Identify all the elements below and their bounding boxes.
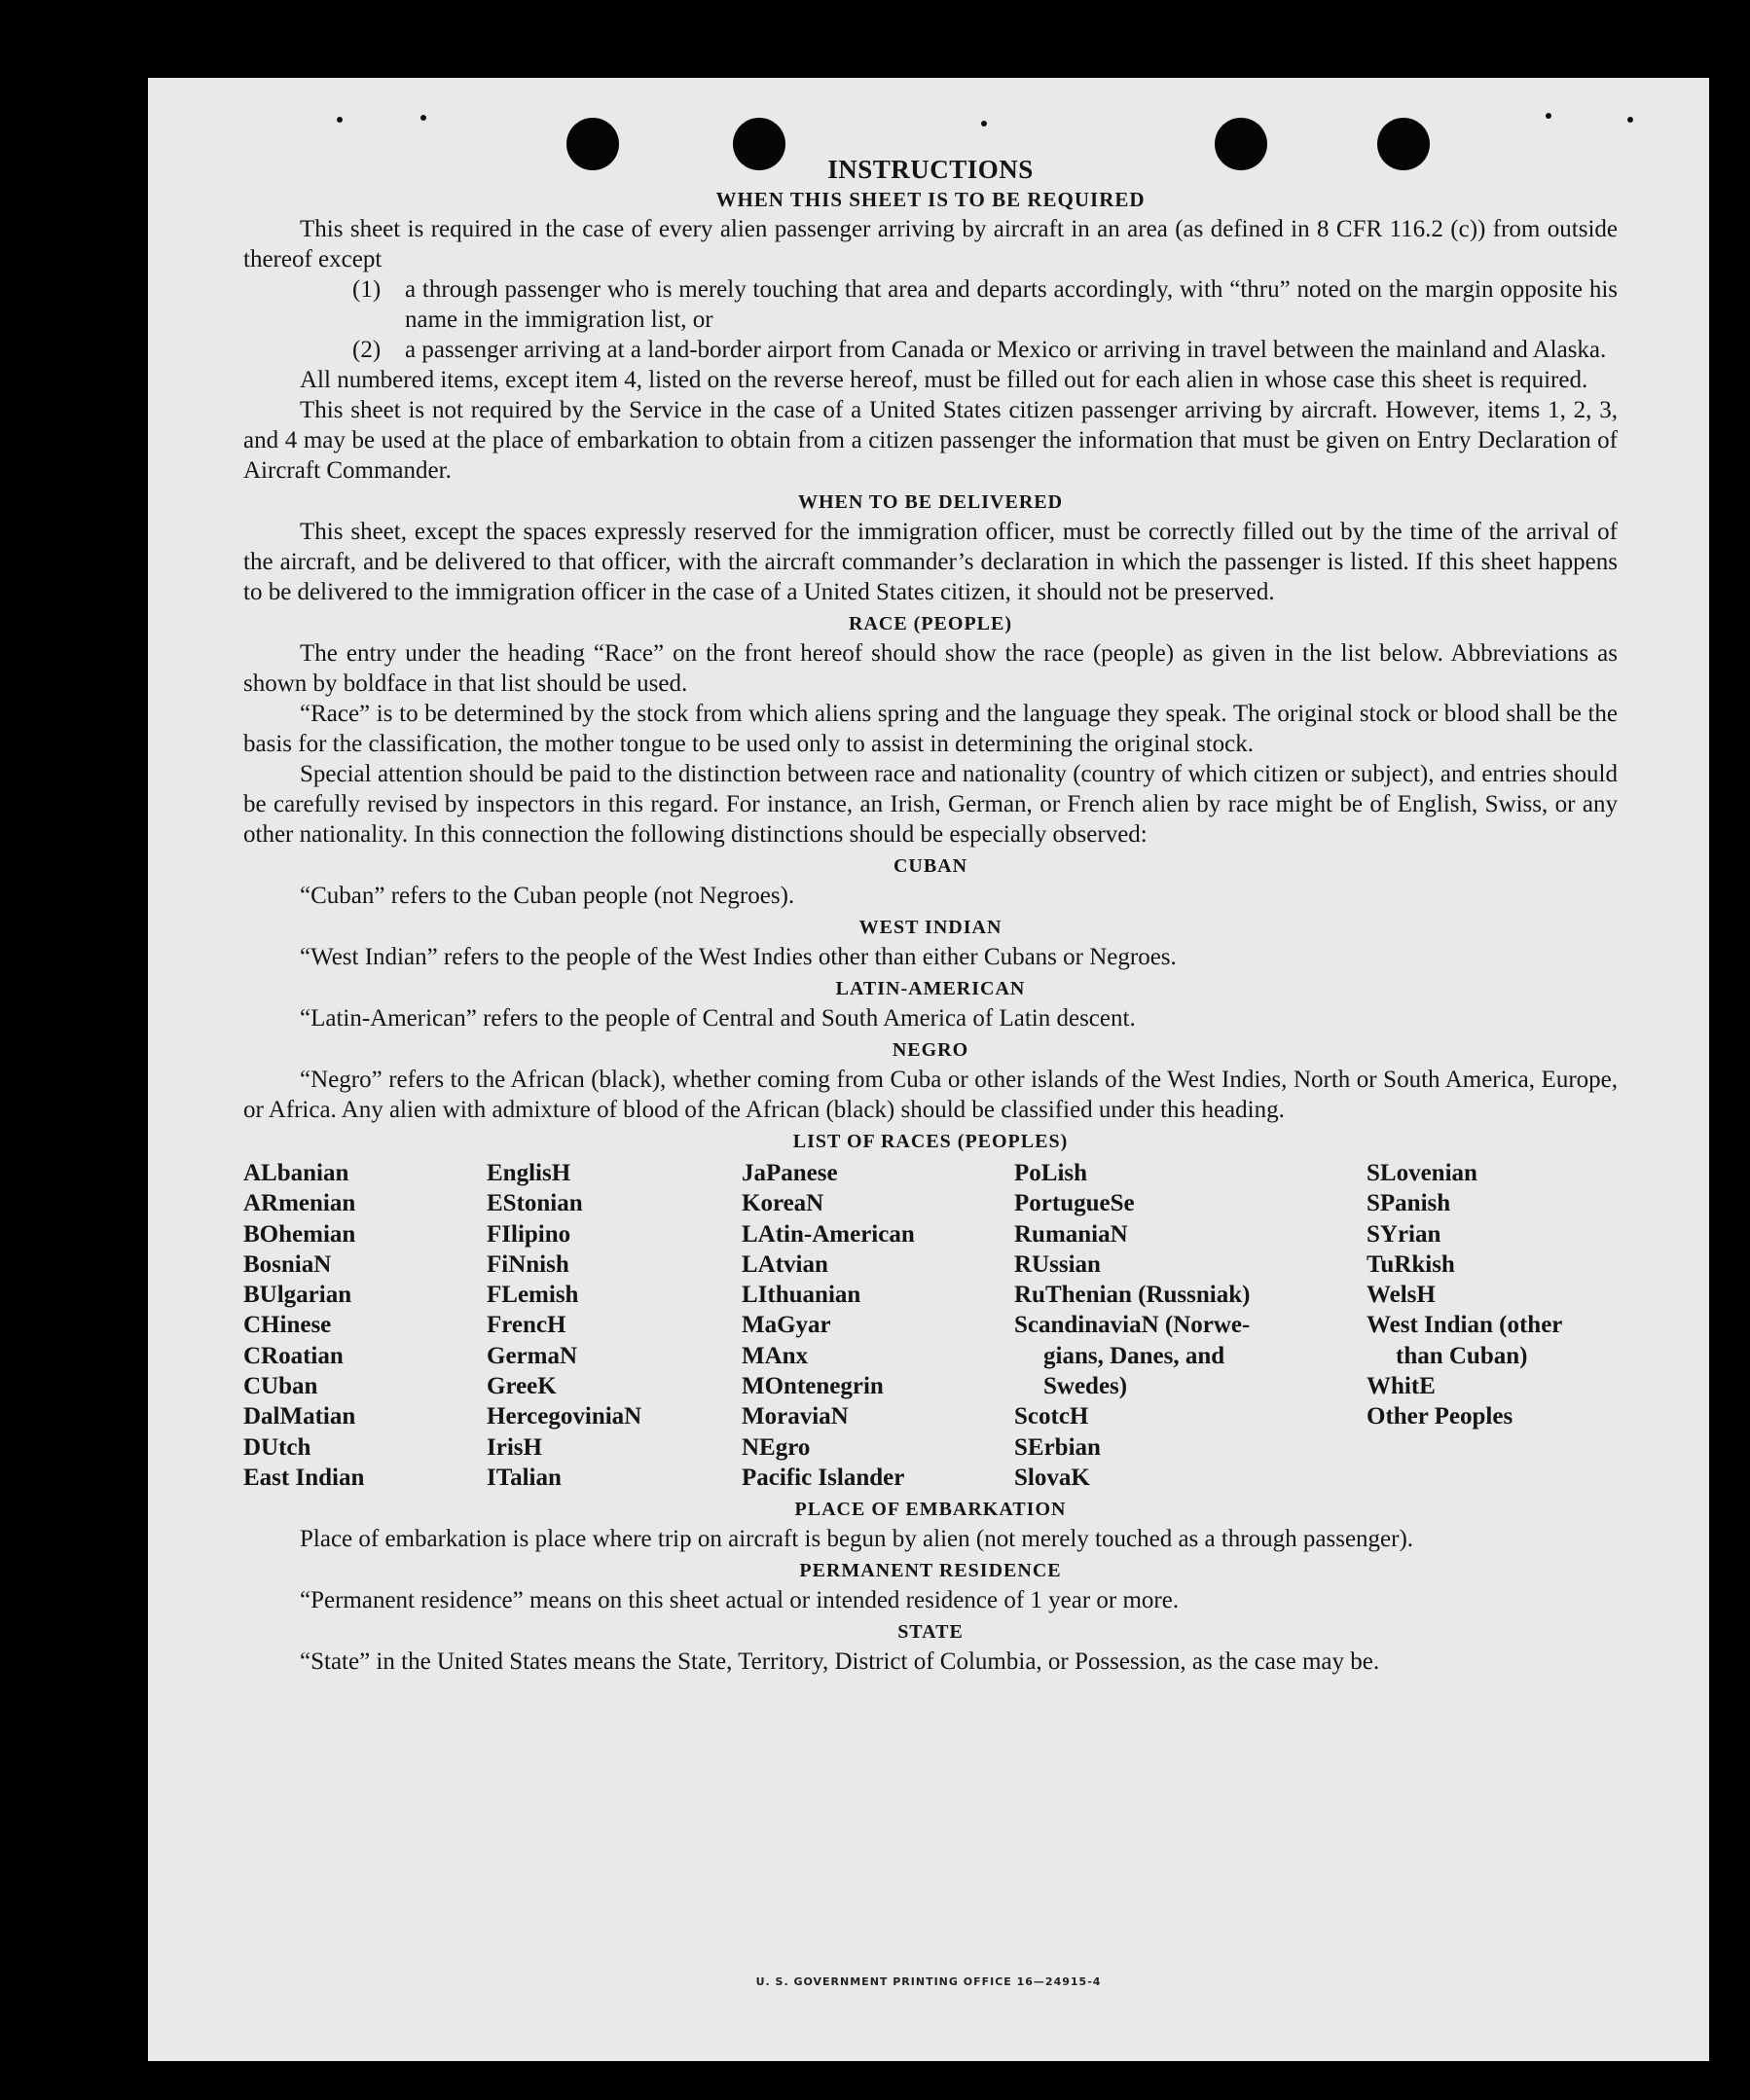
paragraph: “State” in the United States means the State, Territory, District of Columbia, or Possession, as the case may be.	[300, 1648, 1380, 1676]
list-item	[243, 335, 1618, 365]
race-item: SLovenian	[1367, 1160, 1477, 1186]
race-item: GreeK	[487, 1373, 557, 1400]
races-column	[1367, 1158, 1618, 1493]
race-item: JaPanese	[742, 1160, 838, 1186]
race-item: MOntenegrin	[742, 1373, 884, 1400]
paragraph: Special attention should be paid to the distinction between race and nationality (country of which citizen or subject), and entries should be carefully revised by inspectors in this regard. For instance, an Irish, German, or French alien by race might be of English, Swiss, or any other nationality. In this connection the following distinctions should be especially observed:	[243, 761, 1618, 848]
race-item: CHinese	[243, 1312, 332, 1339]
section-heading-race: RACE (PEOPLE)	[849, 613, 1012, 634]
paragraph: All numbered items, except item 4, listed on the reverse hereof, must be filled out for each alien in whose case this sheet is required.	[300, 367, 1588, 393]
race-item: SPanish	[1367, 1190, 1451, 1217]
race-item: FrencH	[487, 1312, 566, 1339]
races-column	[487, 1158, 742, 1493]
race-item: ALbanian	[243, 1160, 349, 1186]
race-item: GermaN	[487, 1342, 578, 1369]
race-item: ScandinaviaN (Norwe-	[1014, 1312, 1251, 1339]
race-item: ITalian	[487, 1464, 562, 1491]
race-item: PoLish	[1014, 1160, 1088, 1186]
race-item: RumaniaN	[1014, 1220, 1128, 1248]
paragraph: “Race” is to be determined by the stock from which aliens spring and the language they speak. The original stock or blood shall be the basis for the classification, the mother tongue to be used only to assist in determining the original stock.	[243, 701, 1618, 757]
race-item: WhitE	[1367, 1373, 1436, 1400]
race-item: MoraviaN	[742, 1403, 849, 1430]
race-item: CRoatian	[243, 1342, 344, 1369]
race-item: WelsH	[1367, 1282, 1436, 1309]
race-item: West Indian (other	[1367, 1312, 1563, 1339]
race-item: TuRkish	[1367, 1250, 1455, 1278]
race-item: BOhemian	[243, 1220, 356, 1248]
page-title: INSTRUCTIONS	[827, 155, 1034, 184]
race-item: Pacific Islander	[742, 1464, 905, 1491]
speck	[1546, 113, 1551, 119]
race-item: FIlipino	[487, 1220, 571, 1248]
section-heading-permanent-residence: PERMANENT RESIDENCE	[799, 1560, 1062, 1582]
race-item: NEgro	[742, 1433, 811, 1461]
item-text: a through passenger who is merely touching that area and departs accordingly, with “thru” noted on the margin opposite his name in the immigration list, or	[405, 276, 1618, 333]
race-item: MAnx	[742, 1342, 809, 1369]
speck	[337, 117, 343, 123]
item-number: (1)	[352, 276, 382, 303]
paragraph: “Negro” refers to the African (black), whether coming from Cuba or other islands of the West Indies, North or South America, Europe, or Africa. Any alien with admixture of blood of the African (black) should be classified under this heading.	[243, 1067, 1618, 1123]
paragraph: This sheet is required in the case of every alien passenger arriving by aircraft in an area (as defined in 8 CFR 116.2 (c)) from outside thereof except	[243, 216, 1618, 272]
race-item: SErbian	[1014, 1433, 1101, 1461]
race-item: EStonian	[487, 1190, 583, 1217]
paragraph: This sheet is not required by the Service in the case of a United States citizen passenger arriving by aircraft. However, items 1, 2, 3, and 4 may be used at the place of embarkation to obtain from a citizen passenger the information that must be given on Entry Declaration of Aircraft Commander.	[243, 397, 1618, 484]
instructions-content	[243, 154, 1618, 1677]
race-item: ARmenian	[243, 1190, 356, 1217]
section-heading-cuban: CUBAN	[893, 855, 968, 877]
section-heading-state: STATE	[897, 1621, 964, 1644]
race-item: LIthuanian	[742, 1282, 861, 1309]
item-text: a passenger arriving at a land-border airport from Canada or Mexico or arriving in travel between the mainland and Alaska.	[405, 337, 1607, 363]
race-item: PortugueSe	[1014, 1190, 1135, 1217]
race-item: gians, Danes, and	[1043, 1342, 1225, 1369]
races-list	[243, 1158, 1618, 1493]
race-item: SlovaK	[1014, 1464, 1090, 1491]
race-item: Swedes)	[1043, 1373, 1128, 1400]
race-item: HercegoviniaN	[487, 1403, 642, 1430]
races-column	[742, 1158, 1014, 1493]
race-item: BUlgarian	[243, 1282, 352, 1309]
speck	[981, 121, 987, 127]
races-column	[243, 1158, 487, 1493]
section-heading-latin-american: LATIN-AMERICAN	[835, 978, 1026, 999]
races-column	[1014, 1158, 1367, 1493]
list-item	[243, 274, 1618, 335]
section-heading-place-of-embarkation: PLACE OF EMBARKATION	[794, 1499, 1067, 1521]
race-item: MaGyar	[742, 1312, 831, 1339]
section-heading-list-of-races: LIST OF RACES (PEOPLES)	[792, 1131, 1069, 1152]
race-item: FiNnish	[487, 1250, 569, 1278]
race-item: FLemish	[487, 1282, 579, 1309]
race-item: SYrian	[1367, 1220, 1441, 1248]
race-item: LAtvian	[742, 1250, 828, 1278]
race-item: LAtin-American	[742, 1220, 915, 1248]
race-item: Other Peoples	[1367, 1403, 1513, 1430]
race-item: CUban	[243, 1373, 318, 1400]
race-item: IrisH	[487, 1433, 542, 1461]
document-sheet	[148, 78, 1709, 2061]
paragraph: “Cuban” refers to the Cuban people (not Negroes).	[300, 883, 795, 909]
race-item: DUtch	[243, 1433, 311, 1461]
paragraph: “Permanent residence” means on this sheet actual or intended residence of 1 year or more.	[300, 1587, 1180, 1614]
section-heading-negro: NEGRO	[892, 1039, 969, 1061]
race-item: BosniaN	[243, 1250, 332, 1278]
paragraph: This sheet, except the spaces expressly reserved for the immigration officer, must be correctly filled out by the time of the arrival of the aircraft, and be delivered to that officer, with the aircraft commander’s declaration in which the passenger is listed. If this sheet happens to be delivered to the immigration officer in the case of a United States citizen, it should not be preserved.	[243, 519, 1618, 605]
race-item: than Cuban)	[1396, 1342, 1528, 1369]
race-item: RUssian	[1014, 1250, 1101, 1278]
paragraph: The entry under the heading “Race” on the front hereof should show the race (people) as given in the list below. Abbreviations as shown by boldface in that list should be used.	[243, 640, 1618, 697]
speck	[1627, 117, 1633, 123]
race-item: ScotcH	[1014, 1403, 1089, 1430]
speck	[420, 115, 426, 121]
paragraph: “West Indian” refers to the people of the West Indies other than either Cubans or Negroes.	[300, 944, 1177, 970]
race-item: East Indian	[243, 1464, 365, 1491]
paragraph: “Latin-American” refers to the people of Central and South America of Latin descent.	[300, 1005, 1136, 1032]
paragraph: Place of embarkation is place where trip on aircraft is begun by alien (not merely touched as a through passenger).	[300, 1526, 1414, 1553]
race-item: KoreaN	[742, 1190, 824, 1217]
section-heading-west-indian: WEST INDIAN	[858, 917, 1003, 938]
item-number: (2)	[352, 337, 382, 363]
race-item: DalMatian	[243, 1403, 356, 1430]
printer-imprint: U. S. GOVERNMENT PRINTING OFFICE 16—24915-4	[755, 1975, 1102, 1988]
race-item: RuThenian (Russniak)	[1014, 1282, 1251, 1309]
race-item: EnglisH	[487, 1160, 571, 1186]
section-heading-when-delivered: WHEN TO BE DELIVERED	[797, 491, 1064, 513]
section-heading-when-required: WHEN THIS SHEET IS TO BE REQUIRED	[715, 188, 1146, 211]
